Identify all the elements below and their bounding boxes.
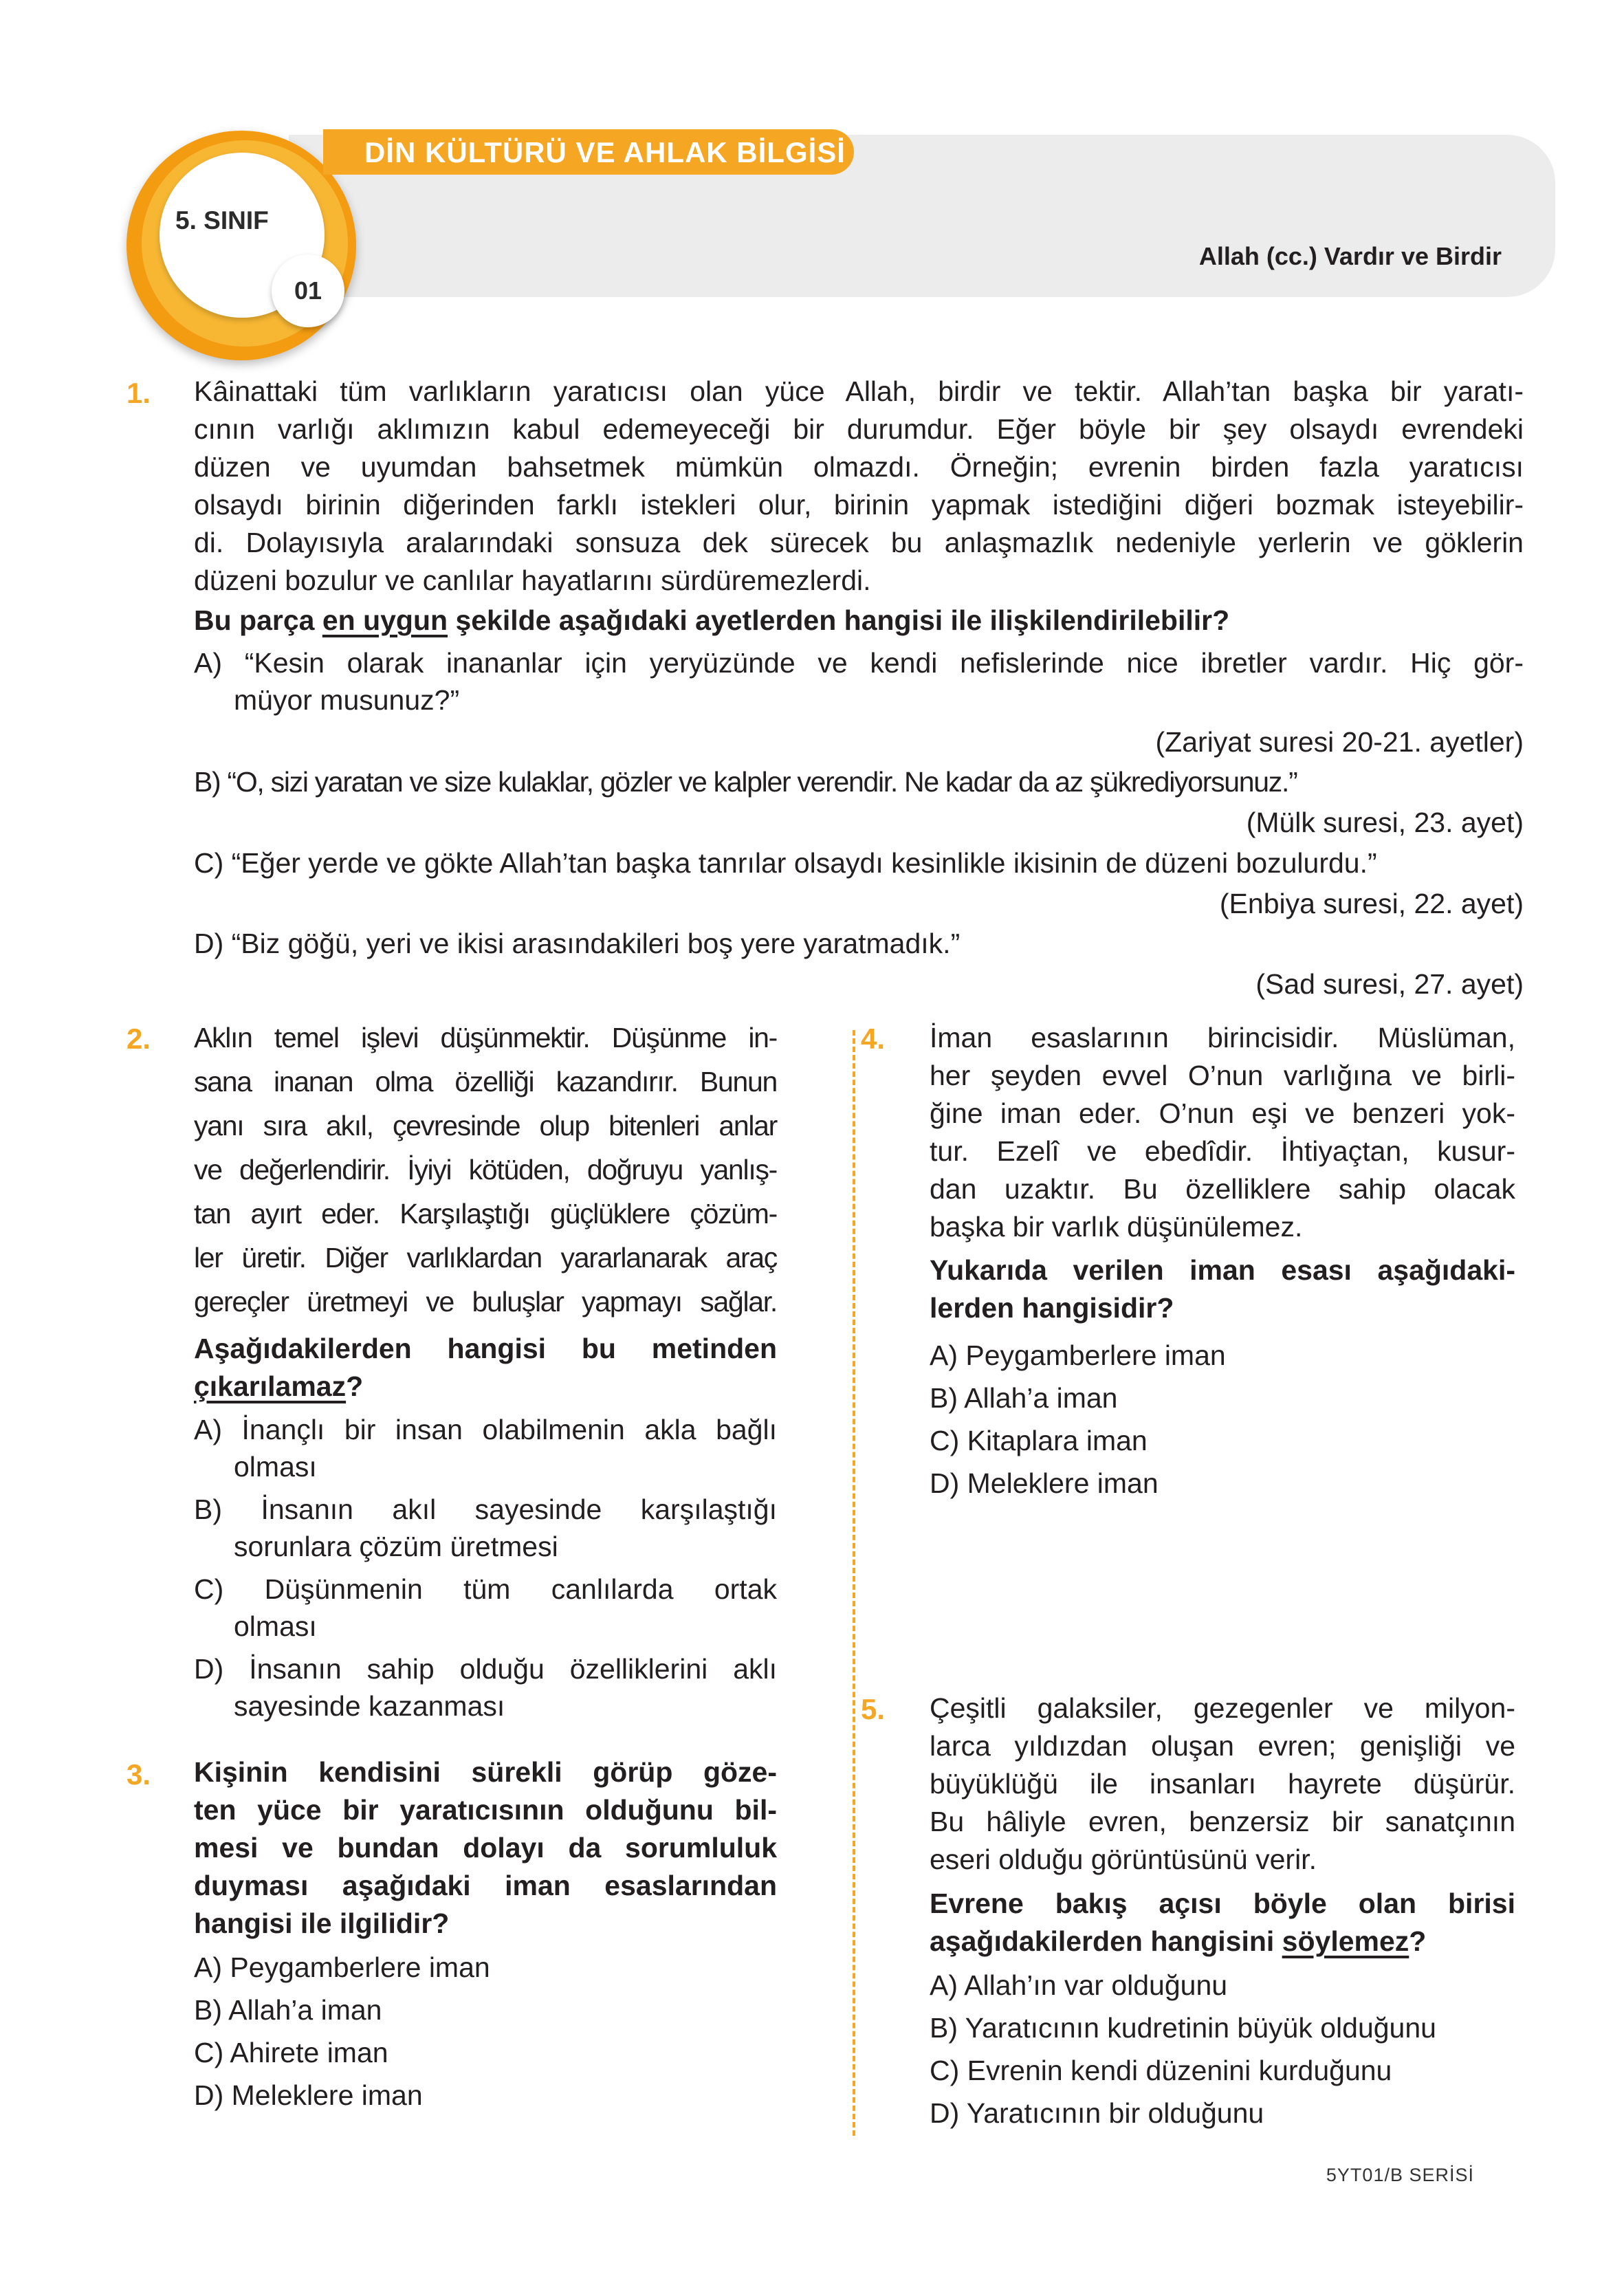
series-code: 5YT01/B SERİSİ [1326, 2165, 1474, 2185]
passage-line: başka bir varlık düşünülemez. [930, 1211, 1303, 1243]
option-b[interactable]: B) Allah’a iman [194, 1994, 382, 2026]
question-5-stem: Evrene bakış açısı böyle olan birisi [930, 1888, 1515, 1919]
stem-line: duyması aşağıdaki iman esaslarından [194, 1870, 777, 1901]
passage-line: yanı sıra akıl, çevresinde olup bitenleri anlar [194, 1110, 777, 1141]
question-1-stem: Bu parça en uygun şekilde aşağıdaki ayetlerden hangisi ile ilişkilendirilebilir? [194, 604, 1230, 636]
option-c[interactable]: C) Kitaplara iman [930, 1425, 1148, 1456]
option-a[interactable]: A) İnançlı bir insan olabilmenin akla bağlı [194, 1414, 777, 1445]
passage-line: Kâinattaki tüm varlıkların yaratıcısı olan yüce Allah, birdir ve tektir. Allah’tan başka bir yaratı- [194, 375, 1524, 407]
question-4-stem-end: lerden hangisidir? [930, 1292, 1174, 1324]
question-5-stem-end: aşağıdakilerden hangisini söylemez? [930, 1925, 1427, 1957]
passage-line: her şeyden evvel O’nun varlığına ve birli- [930, 1060, 1515, 1091]
verse-reference: (Zariyat suresi 20-21. ayetler) [1155, 726, 1524, 758]
passage-line: tan ayırt eder. Karşılaştığı güçlüklere çözüm- [194, 1198, 777, 1229]
option-c[interactable]: C) “Eğer yerde ve gökte Allah’tan başka tanrılar olsaydı kesinlikle ikisinin de düzeni bozulurdu.” [194, 847, 1377, 879]
question-2-stem: Aşağıdakilerden hangisi bu metinden [194, 1333, 777, 1364]
question-number: 2. [127, 1023, 151, 1055]
option-a-continued: müyor musunuz?” [234, 684, 460, 716]
option-c[interactable]: C) Ahirete iman [194, 2037, 388, 2068]
passage-line: düzeni bozulur ve canlılar hayatlarını sürdüremezlerdi. [194, 565, 871, 596]
passage-line: tur. Ezelî ve ebedîdir. İhtiyaçtan, kusur- [930, 1135, 1515, 1167]
option-d-continued: sayesinde kazanması [234, 1690, 505, 1722]
verse-reference: (Mülk suresi, 23. ayet) [1246, 807, 1524, 838]
question-number: 3. [127, 1758, 151, 1791]
stem-line: hangisi ile ilgilidir? [194, 1907, 450, 1939]
column-divider [853, 1030, 855, 2136]
option-c[interactable]: C) Evrenin kendi düzenini kurduğunu [930, 2055, 1392, 2086]
question-number: 1. [127, 377, 151, 409]
option-d[interactable]: D) İnsanın sahip olduğu özelliklerini aklı [194, 1653, 777, 1685]
passage-line: ler üretir. Diğer varlıklardan yararlanarak araç [194, 1242, 777, 1273]
passage-line: gereçler üretmeyi ve buluşlar yapmayı sağlar. [194, 1286, 777, 1318]
option-a[interactable]: A) “Kesin olarak inananlar için yeryüzünde ve kendi nefislerinde nice ibretler vardır. Hiç gör- [194, 647, 1524, 679]
passage-line: cının varlığı aklımızın kabul edemeyeceği bir durumdur. Eğer böyle bir şey olsaydı evrendeki [194, 413, 1524, 445]
passage-line: Aklın temel işlevi düşünmektir. Düşünme in- [194, 1022, 777, 1053]
passage-line: ve değerlendirir. İyiyi kötüden, doğruyu yanlış- [194, 1154, 777, 1185]
passage-line: eseri olduğu görüntüsünü verir. [930, 1844, 1317, 1875]
grade-label: 5. SINIF [175, 206, 269, 234]
option-d[interactable]: D) Meleklere iman [930, 1467, 1159, 1499]
option-c[interactable]: C) Düşünmenin tüm canlılarda ortak [194, 1573, 777, 1605]
passage-line: dan uzaktır. Bu özelliklere sahip olacak [930, 1173, 1515, 1205]
option-a[interactable]: A) Peygamberlere iman [194, 1952, 490, 1983]
passage-line: olsaydı birinin diğerinden farklı istekleri olur, birinin yapmak istediğini diğeri bozmak isteyebilir- [194, 489, 1524, 521]
passage-line: Çeşitli galaksiler, gezegenler ve milyon- [930, 1692, 1515, 1724]
option-a[interactable]: A) Peygamberlere iman [930, 1340, 1226, 1371]
option-b[interactable]: B) Allah’a iman [930, 1382, 1118, 1414]
subject-title: DİN KÜLTÜRÜ VE AHLAK BİLGİSİ [364, 136, 846, 168]
passage-line: düzen ve uyumdan bahsetmek mümkün olmazdı. Örneğin; evrenin birden fazla yaratıcısı [194, 451, 1524, 483]
stem-line: ten yüce bir yaratıcısının olduğunu bil- [194, 1794, 777, 1826]
passage-line: Bu hâliyle evren, benzersiz bir sanatçının [930, 1806, 1515, 1837]
stem-line: mesi ve bundan dolayı da sorumluluk [194, 1832, 777, 1863]
option-b-continued: sorunlara çözüm üretmesi [234, 1531, 558, 1562]
test-number: 01 [294, 276, 322, 305]
topic-title: Allah (cc.) Vardır ve Birdir [1198, 242, 1502, 270]
question-number: 5. [861, 1693, 886, 1725]
option-a[interactable]: A) Allah’ın var olduğunu [930, 1969, 1228, 2001]
verse-reference: (Enbiya suresi, 22. ayet) [1219, 888, 1524, 919]
passage-line: sana inanan olma özelliği kazandırır. Bunun [194, 1066, 777, 1097]
option-c-continued: olması [234, 1610, 317, 1642]
passage-line: büyüklüğü ile insanları hayrete düşürür. [930, 1768, 1515, 1800]
option-d[interactable]: D) Yaratıcının bir olduğunu [930, 2097, 1264, 2129]
option-b[interactable]: B) “O, sizi yaratan ve size kulaklar, gözler ve kalpler verendir. Ne kadar da az şükrediyorsunuz.” [194, 766, 1297, 798]
verse-reference: (Sad suresi, 27. ayet) [1255, 968, 1524, 1000]
passage-line: di. Dolayısıyla aralarındaki sonsuza dek sürecek bu anlaşmazlık nedeniyle yerlerin ve göklerin [194, 527, 1524, 558]
passage-line: larca yıldızdan oluşan evren; genişliği ve [930, 1730, 1515, 1762]
option-d[interactable]: D) Meleklere iman [194, 2079, 423, 2111]
passage-line: İman esaslarının birincisidir. Müslüman, [930, 1022, 1515, 1053]
option-b[interactable]: B) İnsanın akıl sayesinde karşılaştığı [194, 1494, 777, 1525]
stem-line: Kişinin kendisini sürekli görüp göze- [194, 1756, 777, 1788]
question-2-stem-end: çıkarılamaz? [194, 1370, 364, 1402]
question-number: 4. [861, 1023, 886, 1055]
question-4-stem: Yukarıda verilen iman esası aşağıdaki- [930, 1254, 1515, 1286]
option-a-continued: olması [234, 1451, 317, 1483]
option-d[interactable]: D) “Biz göğü, yeri ve ikisi arasındakileri boş yere yaratmadık.” [194, 928, 961, 959]
passage-line: ğine iman eder. O’nun eşi ve benzeri yok- [930, 1097, 1515, 1129]
option-b[interactable]: B) Yaratıcının kudretinin büyük olduğunu [930, 2012, 1436, 2044]
